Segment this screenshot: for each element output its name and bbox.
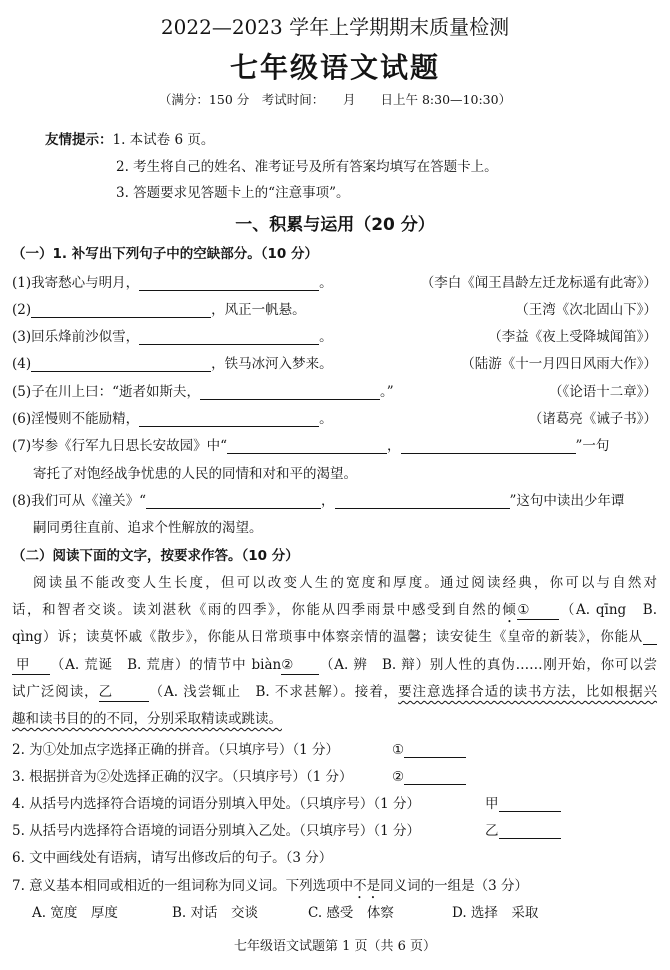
- item-before: 我们可从《潼关》“: [31, 493, 147, 509]
- answer-label: ①: [392, 742, 405, 758]
- question-5: [12, 818, 657, 845]
- option-a: A. 宽度 厚度: [32, 905, 118, 921]
- passage-line-4: [12, 652, 657, 679]
- item-number: (7): [12, 438, 32, 454]
- passage-text: 话，和智者交谈。读刘湛秋《雨的四季》，你能从四季雨景中感受到自然的: [12, 602, 503, 618]
- section-heading: 一、积累与运用（20 分）: [235, 215, 435, 235]
- page-footer: 七年级语文试题第 1 页（共 6 页）: [233, 939, 437, 954]
- blank-jia-start: [643, 627, 657, 645]
- item-after: ，风正一帆悬。: [211, 302, 306, 318]
- answer-blank: [499, 794, 561, 812]
- fill-item-8: [12, 488, 657, 515]
- wavy-underlined-text: 要注意选择合适的读书方法，比如根据兴: [398, 684, 658, 700]
- item-number: (4): [12, 356, 32, 372]
- question-text: 3. 根据拼音为②处选择正确的汉字。（只填序号）（1 分）: [12, 769, 353, 785]
- option-b: B. 对话 交谈: [172, 905, 259, 921]
- emphasized-text: 不是: [353, 878, 381, 894]
- answer-blank: [404, 767, 466, 785]
- item-after: 。”: [380, 384, 394, 400]
- fill-item-5: [12, 379, 657, 406]
- item-number: (3): [12, 329, 32, 345]
- item-number: (1): [12, 275, 32, 291]
- question-6: 6. 文中画线处有语病，请写出修改后的句子。（3 分）: [12, 850, 333, 866]
- item-after: 。: [319, 329, 333, 345]
- tip-item-1: 1. 本试卷 6 页。: [112, 132, 215, 148]
- tips-line-1: [45, 127, 645, 154]
- question-text: 2. 为①处加点字选择正确的拼音。（只填序号）（1 分）: [12, 742, 340, 758]
- item-mid: ，: [387, 438, 401, 454]
- question-7: [12, 873, 657, 900]
- option-d: D. 选择 采取: [452, 905, 539, 921]
- blank-jia: 甲: [12, 657, 50, 675]
- fill-item-4: [12, 351, 657, 378]
- passage-line-5: [12, 679, 657, 706]
- answer-line: [485, 818, 561, 845]
- passage-line-2: [12, 597, 657, 624]
- answer-blank: [139, 273, 319, 291]
- tips-label: 友情提示：: [45, 132, 113, 148]
- poem-source: （诸葛亮《诫子书》）: [528, 411, 657, 427]
- question-2: [12, 737, 657, 764]
- answer-blank: [139, 327, 319, 345]
- item-after: ”一句: [575, 438, 610, 454]
- fill-item-1: [12, 270, 657, 297]
- fill-item-text: [12, 324, 333, 351]
- tip-item-3: 3. 答题要求见答题卡上的“注意事项”。: [116, 185, 350, 201]
- poem-source: （李益《夜上受降城闻笛》）: [488, 329, 657, 345]
- part2-heading: （二）阅读下面的文字，按要求作答。（10 分）: [12, 548, 299, 564]
- passage-line-1: [12, 570, 657, 597]
- fill-item-6: [12, 406, 657, 433]
- answer-blank: [31, 300, 211, 318]
- fill-item-text: [12, 406, 333, 433]
- fill-item-7-continuation: 寄托了对饱经战争忧患的人民的同情和对和平的渴望。: [33, 466, 357, 482]
- fill-item-text: [12, 270, 333, 297]
- fill-item-3: [12, 324, 657, 351]
- answer-blank: [31, 354, 211, 372]
- item-number: (5): [12, 384, 32, 400]
- poem-source: （王湾《次北固山下》）: [515, 302, 657, 318]
- answer-blank: [404, 740, 466, 758]
- item-number: (8): [12, 493, 32, 509]
- fill-item-8-continuation: 嗣同勇往直前、追求个性解放的渴望。: [33, 520, 263, 536]
- passage-text: 试广泛阅读，: [12, 684, 99, 700]
- question-text: 5. 从括号内选择符合语境的词语分别填入乙处。（只填序号）（1 分）: [12, 823, 421, 839]
- poem-source: （《论语十二章》）: [549, 384, 657, 400]
- passage-line-6: [12, 706, 657, 733]
- answer-blank: [401, 436, 576, 454]
- question-7-options: [12, 900, 657, 927]
- item-mid: ，: [321, 493, 335, 509]
- fill-item-text: [12, 297, 306, 324]
- blank-2: ②: [281, 657, 319, 675]
- answer-line: [485, 791, 561, 818]
- exam-info: （满分：150 分 考试时间： 月 日上午 8:30—10:30）: [158, 92, 512, 107]
- passage-line-3: [12, 624, 657, 651]
- part1-heading: （一）1. 补写出下列句子中的空缺部分。（10 分）: [12, 246, 318, 262]
- subject-title: 七年级语文试题: [229, 51, 440, 84]
- item-after: ”这句中读出少年谭: [509, 493, 625, 509]
- dotted-character: 倾: [502, 602, 518, 618]
- passage-text: （A. 辨 B. 辩）别人性的真伪……刚开始，你可以尝: [319, 657, 657, 673]
- item-before: 我寄愁心与明月，: [31, 275, 140, 291]
- question-4: [12, 791, 657, 818]
- answer-line: [392, 764, 466, 791]
- answer-blank: [146, 491, 321, 509]
- answer-blank: [200, 382, 380, 400]
- option-c: C. 感受 体察: [308, 905, 394, 921]
- answer-blank: [335, 491, 510, 509]
- fill-item-text: [12, 379, 394, 406]
- question-text: 7. 意义基本相同或相近的一组词称为同义词。下列选项中: [12, 878, 354, 894]
- passage-text: （A. 荒诞 B. 荒唐）的情节中 biàn: [50, 657, 282, 673]
- fill-item-2: [12, 297, 657, 324]
- item-before: 子在川上曰：“逝者如斯夫，: [31, 384, 201, 400]
- item-after: ，铁马冰河入梦来。: [211, 356, 333, 372]
- question-text: 4. 从括号内选择符合语境的词语分别填入甲处。（只填序号）（1 分）: [12, 796, 421, 812]
- tip-item-2: 2. 考生将自己的姓名、准考证号及所有答案均填写在答题卡上。: [116, 159, 498, 175]
- item-after: 。: [319, 411, 333, 427]
- poem-source: （李白《闻王昌龄左迁龙标遥有此寄》）: [420, 275, 657, 291]
- fill-item-7: [12, 433, 657, 460]
- item-before: 回乐烽前沙似雪，: [31, 329, 140, 345]
- question-text: 同义词的一组是（3 分）: [380, 878, 529, 894]
- answer-blank: [227, 436, 387, 454]
- poem-source: （陆游《十一月四日风雨大作》）: [461, 356, 657, 372]
- wavy-underlined-text: 趣和读书目的的不同，分别采取精读或跳读。: [12, 711, 282, 727]
- answer-line: [392, 737, 466, 764]
- item-number: (6): [12, 411, 32, 427]
- passage-text: qìng）诉；读莫怀戚《散步》，你能从日常琐事中体察亲情的温馨；读安徒生《皇帝的新装》，你能从: [12, 629, 643, 645]
- fill-item-text: [12, 351, 333, 378]
- exam-title: 2022—2023 学年上学期期末质量检测: [160, 15, 510, 39]
- blank-1: ①: [517, 602, 559, 620]
- passage-text: （A. qīng B.: [559, 602, 658, 618]
- answer-label: 甲: [485, 796, 499, 812]
- passage-text: （A. 浅尝辄止 B. 不求甚解）。接着，: [148, 684, 399, 700]
- question-3: [12, 764, 657, 791]
- item-before: 淫慢则不能励精，: [31, 411, 140, 427]
- answer-blank: [139, 409, 319, 427]
- blank-yi: 乙: [99, 684, 149, 702]
- answer-label: ②: [392, 769, 405, 785]
- passage-text: 阅读虽不能改变人生长度，但可以改变人生的宽度和厚度。通过阅读经典，你可以与自然对: [33, 575, 657, 591]
- item-after: 。: [319, 275, 333, 291]
- item-before: 岑参《行军九日思长安故园》中“: [31, 438, 228, 454]
- answer-blank: [499, 821, 561, 839]
- answer-label: 乙: [485, 823, 499, 839]
- item-number: (2): [12, 302, 32, 318]
